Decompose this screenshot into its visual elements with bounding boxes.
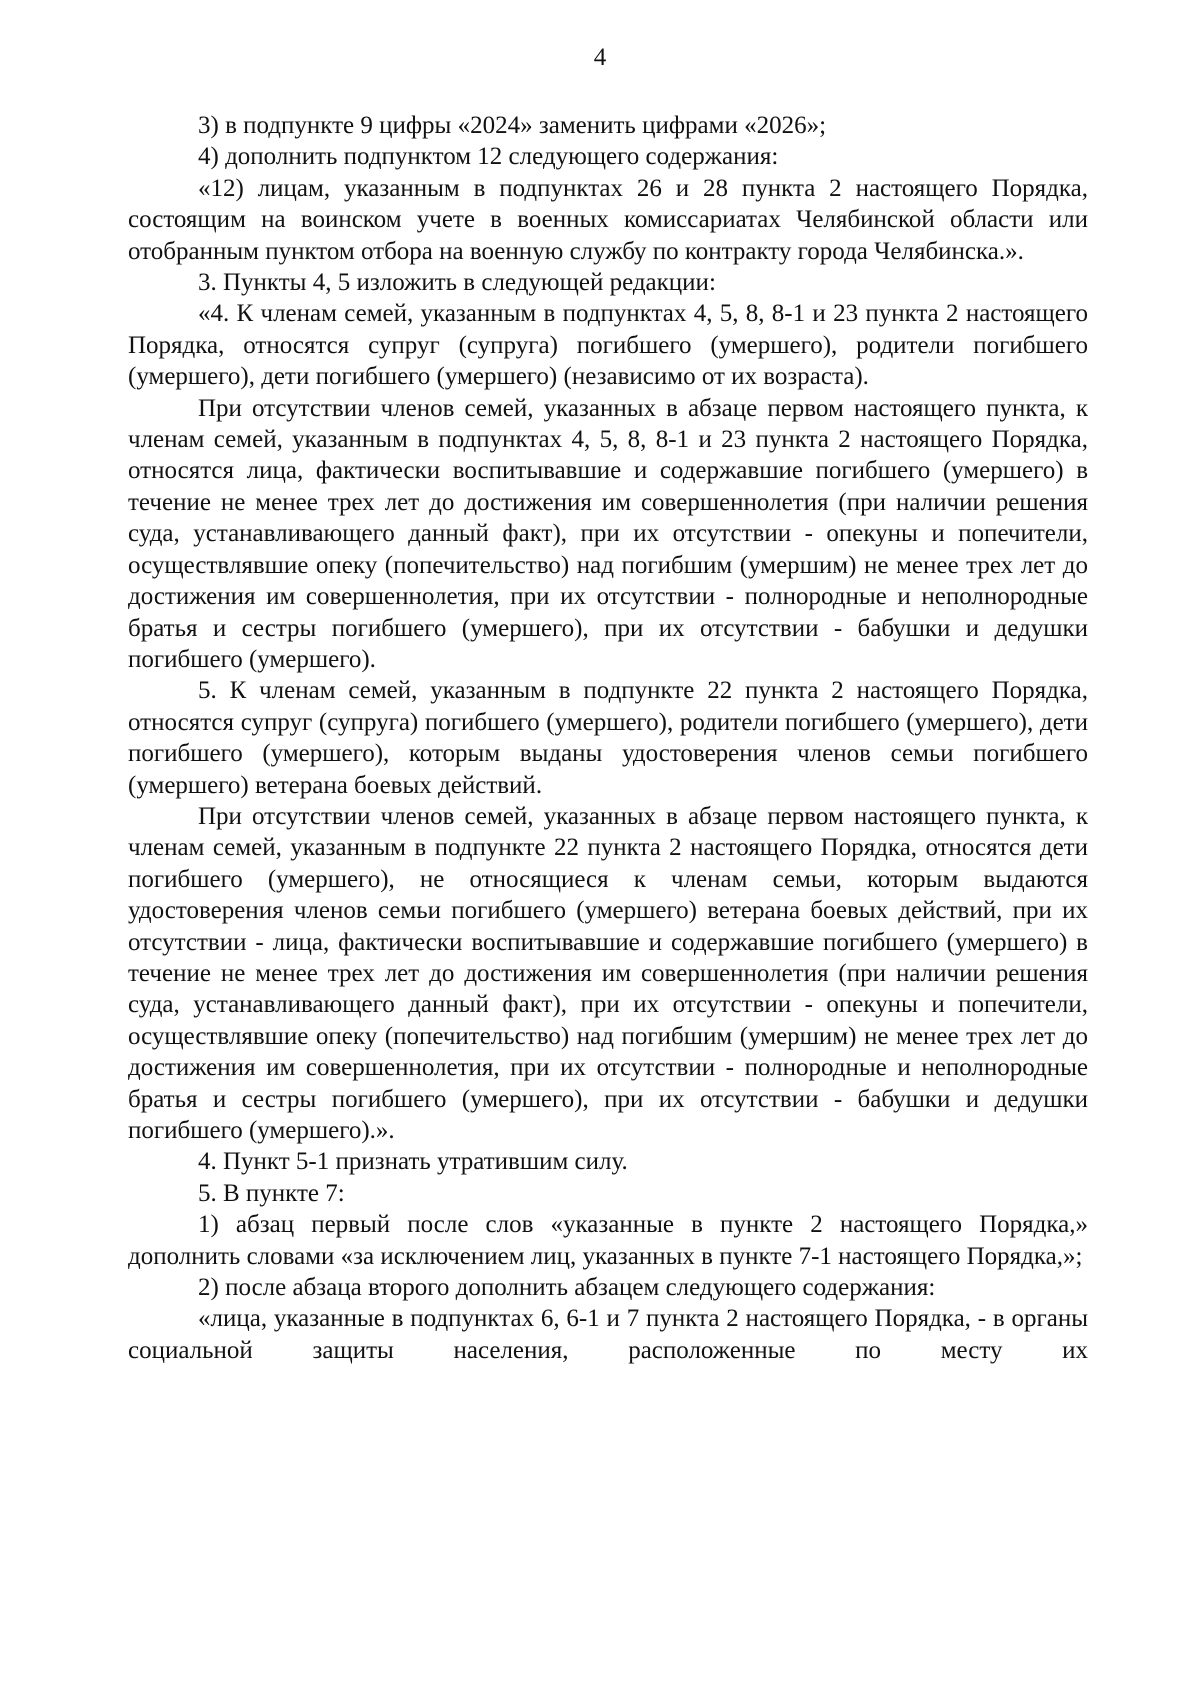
document-body [128,110,1088,1366]
paragraph: 5. К членам семей, указанным в подпункте 22 пункта 2 настоящего Порядка, относятся супруг (супруга) погибшего (умершего), родители погибшего (умершего), дети погибшего (умершего), которым выданы удостоверения членов семьи погибшего (умершего) ветерана боевых действий. [128,677,1088,799]
paragraph: 4) дополнить подпунктом 12 следующего содержания: [198,143,779,171]
paragraph: «4. К членам семей, указанным в подпунктах 4, 5, 8, 8-1 и 23 пункта 2 настоящего Порядка, относятся супруг (супруга) погибшего (умершего), родители погибшего (умершего), дети погибшего (умершего) (независимо от их возраста). [128,300,1088,391]
paragraph: При отсутствии членов семей, указанных в абзаце первом настоящего пункта, к членам семей, указанным в подпунктах 4, 5, 8, 8-1 и 23 пункта 2 настоящего Порядка, относятся лица, фактически воспитывавшие и содержавшие погибшего (умершего) в течение не менее трех лет до достижения им совершеннолетия (при наличии решения суда, устанавливающего данный факт), при их отсутствии - опекуны и попечители, осуществлявшие опеку (попечительство) над погибшим (умершим) не менее трех лет до достижения им совершеннолетия, при их отсутствии - полнородные и неполнородные братья и сестры погибшего (умершего), при их отсутствии - бабушки и дедушки погибшего (умершего). [128,394,1088,673]
paragraph: «лица, указанные в подпунктах 6, 6-1 и 7 пункта 2 настоящего Порядка, - в органы социальной защиты населения, расположенные по месту их [128,1305,1088,1364]
paragraph: 1) абзац первый после слов «указанные в пункте 2 настоящего Порядка,» дополнить словами «за исключением лиц, указанных в пункте 7-1 настоящего Порядка,»; [128,1211,1088,1270]
paragraph: 2) после абзаца второго дополнить абзацем следующего содержания: [198,1274,936,1302]
paragraph: 3) в подпункте 9 цифры «2024» заменить цифрами «2026»; [198,112,827,139]
paragraph: «12) лицам, указанным в подпунктах 26 и 28 пункта 2 настоящего Порядка, состоящим на воинском учете в военных комиссариатах Челябинской области или отобранным пунктом отбора на военную службу по контракту города Челябинска.». [128,174,1088,265]
paragraph: 3. Пункты 4, 5 изложить в следующей редакции: [198,269,716,297]
paragraph: 5. В пункте 7: [198,1179,345,1207]
paragraph: При отсутствии членов семей, указанных в абзаце первом настоящего пункта, к членам семей, указанным в подпункте 22 пункта 2 настоящего Порядка, относятся дети погибшего (умершего), не относящиеся к членам семьи, которым выдаются удостоверения членов семьи погибшего (умершего) ветерана боевых действий, при их отсутствии - лица, фактически воспитывавшие и содержавшие погибшего (умершего) в течение не менее трех лет до достижения им совершеннолетия (при наличии решения суда, устанавливающего данный факт), при их отсутствии - опекуны и попечители, осуществлявшие опеку (попечительство) над погибшим (умершим) не менее трех лет до достижения им совершеннолетия, при их отсутствии - полнородные и неполнородные братья и сестры погибшего (умершего), при их отсутствии - бабушки и дедушки погибшего (умершего).». [128,802,1088,1144]
paragraph: 4. Пункт 5-1 признать утратившим силу. [198,1148,628,1176]
page-number: 4 [593,44,607,71]
